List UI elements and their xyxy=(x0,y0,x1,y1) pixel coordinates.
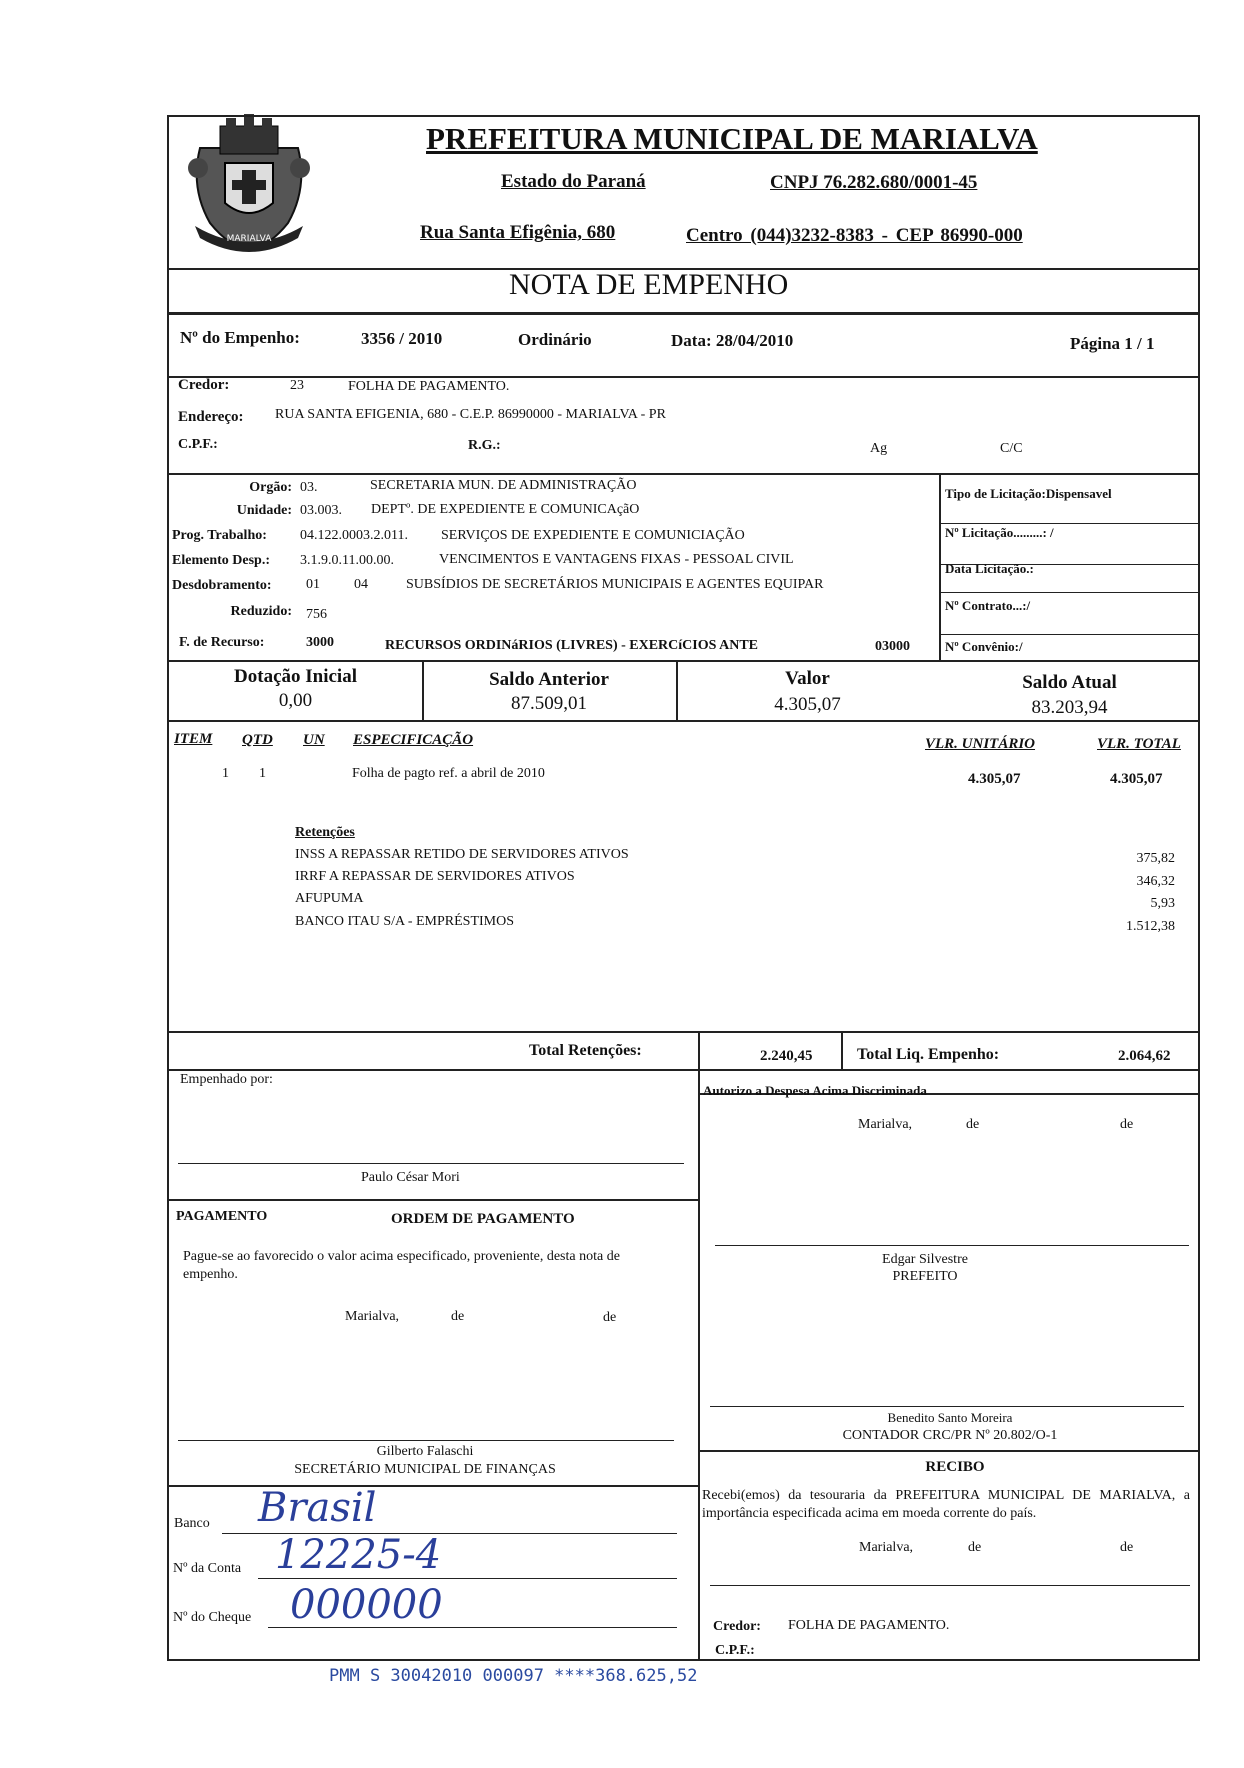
elemento-label: Elemento Desp.: xyxy=(172,553,270,568)
divider xyxy=(167,1485,698,1487)
licitacao-convenio: Nº Convênio:/ xyxy=(945,639,1023,654)
desdobramento-a: 01 xyxy=(306,577,320,592)
secretario-name: Gilberto Falaschi xyxy=(376,1444,474,1459)
credor-code: 23 xyxy=(290,378,304,393)
divider xyxy=(167,376,1200,378)
header-state: Estado do Paraná xyxy=(501,171,646,192)
signature-line xyxy=(715,1245,1189,1246)
item-qtd: 1 xyxy=(259,766,266,781)
retencao-value: 5,93 xyxy=(1150,896,1175,911)
saldo-anterior-value: 87.509,01 xyxy=(511,693,587,714)
recurso-name: RECURSOS ORDINáRIOS (LIVRES) - EXERCíCIOS ANTE xyxy=(385,638,759,653)
autorizo-place: Marialva, xyxy=(858,1117,913,1132)
saldo-atual-value: 83.203,94 xyxy=(1031,697,1108,718)
orgao-code: 03. xyxy=(300,480,318,495)
retencao-label: INSS A REPASSAR RETIDO DE SERVIDORES ATIVOS xyxy=(295,847,629,862)
valor-value: 4.305,07 xyxy=(774,694,841,715)
pagamento-label: PAGAMENTO xyxy=(176,1209,268,1224)
divider xyxy=(167,720,1200,722)
col-vlr-total: VLR. TOTAL xyxy=(1097,736,1181,752)
unidade-code: 03.003. xyxy=(300,503,342,518)
recibo-credor: FOLHA DE PAGAMENTO. xyxy=(788,1618,950,1633)
credor-name: FOLHA DE PAGAMENTO. xyxy=(348,379,510,394)
unidade-name: DEPTº. DE EXPEDIENTE E COMUNICAçãO xyxy=(371,502,640,517)
empenho-date: Data: 28/04/2010 xyxy=(671,331,794,350)
desdobramento-b: 04 xyxy=(354,577,368,592)
cc-label: C/C xyxy=(1000,441,1023,456)
cpf-label: C.P.F.: xyxy=(178,437,218,452)
divider xyxy=(167,473,1200,475)
autorizo-de: de xyxy=(966,1117,980,1132)
header-area-phone-cep: Centro (044)3232-8383 - CEP 86990-000 xyxy=(686,225,1023,246)
empenho-number: 3356 / 2010 xyxy=(361,329,443,348)
header-cnpj: CNPJ 76.282.680/0001-45 xyxy=(770,172,978,193)
header-title: PREFEITURA MUNICIPAL DE MARIALVA xyxy=(426,121,1038,156)
signature-line xyxy=(178,1440,674,1441)
licitacao-tipo: Tipo de Licitação:Dispensavel xyxy=(945,486,1112,501)
conta-label: Nº da Conta xyxy=(173,1561,242,1576)
divider xyxy=(939,592,1200,593)
desdobramento-label: Desdobramento: xyxy=(172,578,272,593)
pagamento-place: Marialva, xyxy=(345,1309,400,1324)
licitacao-contrato: Nº Contrato...:/ xyxy=(945,598,1031,613)
prefeito-name: Edgar Silvestre xyxy=(882,1252,968,1267)
signature-line xyxy=(710,1406,1184,1407)
col-item: ITEM xyxy=(174,731,213,747)
empenho-number-label: Nº do Empenho: xyxy=(180,328,300,347)
retencoes-title: Retenções xyxy=(295,825,355,840)
orgao-label: Orgão: xyxy=(249,480,292,495)
retencao-label: AFUPUMA xyxy=(295,891,364,906)
divider xyxy=(167,660,1200,662)
cheque-handwriting: 000000 xyxy=(290,1582,443,1628)
pagamento-de: de xyxy=(603,1310,617,1325)
recibo-de: de xyxy=(968,1540,982,1555)
autorizo-title: Autorizo a Despesa Acima Discriminada xyxy=(703,1083,927,1098)
prog-code: 04.122.0003.2.011. xyxy=(300,528,408,543)
signature-line xyxy=(178,1163,684,1164)
divider xyxy=(939,634,1200,635)
item-unit-value: 4.305,07 xyxy=(968,771,1021,787)
divider xyxy=(167,312,1200,315)
total-liquido-value: 2.064,62 xyxy=(1118,1048,1171,1064)
recibo-cpf-label: C.P.F.: xyxy=(715,1643,755,1658)
elemento-code: 3.1.9.0.11.00.00. xyxy=(300,553,394,568)
dotacao-label: Dotação Inicial xyxy=(234,666,357,687)
header-street: Rua Santa Efigênia, 680 xyxy=(420,222,616,243)
divider xyxy=(939,523,1200,524)
seal-banner-text: MARIALVA xyxy=(226,234,272,244)
orgao-name: SECRETARIA MUN. DE ADMINISTRAÇÃO xyxy=(370,478,637,493)
col-un: UN xyxy=(303,732,325,748)
recurso-number: 03000 xyxy=(875,639,910,654)
retencao-value: 1.512,38 xyxy=(1126,919,1175,934)
divider xyxy=(167,1031,1200,1033)
total-retencoes-label: Total Retenções: xyxy=(529,1042,642,1059)
credor-address: RUA SANTA EFIGENIA, 680 - C.E.P. 86990000 - MARIALVA - PR xyxy=(275,407,666,422)
doc-title: NOTA DE EMPENHO xyxy=(509,268,789,301)
divider xyxy=(939,473,941,660)
signature-line xyxy=(710,1585,1190,1586)
pagamento-text: Pague-se ao favorecido o valor acima especificado, proveniente, desta nota de empenho. xyxy=(183,1249,620,1282)
total-liquido-label: Total Liq. Empenho: xyxy=(857,1046,1000,1063)
item-spec: Folha de pagto ref. a abril de 2010 xyxy=(352,766,545,781)
item-total-value: 4.305,07 xyxy=(1110,771,1163,787)
unidade-label: Unidade: xyxy=(236,503,292,518)
recibo-text: Recebi(emos) da tesouraria da PREFEITURA MUNICIPAL DE MARIALVA, a importância especificada acima em moeda corrente do país. xyxy=(702,1488,1190,1521)
rg-label: R.G.: xyxy=(468,438,501,453)
recibo-de: de xyxy=(1120,1540,1134,1555)
divider xyxy=(698,1031,700,1661)
empenhado-name: Paulo César Mori xyxy=(361,1170,460,1185)
conta-line xyxy=(258,1578,677,1579)
cheque-label: Nº do Cheque xyxy=(173,1610,252,1625)
prog-name: SERVIÇOS DE EXPEDIENTE E COMUNICIAÇÃO xyxy=(441,528,745,543)
elemento-name: VENCIMENTOS E VANTAGENS FIXAS - PESSOAL CIVIL xyxy=(439,552,794,567)
valor-label: Valor xyxy=(785,668,830,689)
retencao-value: 346,32 xyxy=(1136,874,1175,889)
saldo-anterior-label: Saldo Anterior xyxy=(489,669,609,690)
divider xyxy=(167,1199,698,1201)
col-especificacao: ESPECIFICAÇÃO xyxy=(353,732,474,748)
credor-label: Credor: xyxy=(178,377,230,393)
recibo-credor-label: Credor: xyxy=(713,1619,761,1634)
banco-label: Banco xyxy=(174,1516,210,1531)
retencao-label: IRRF A REPASSAR DE SERVIDORES ATIVOS xyxy=(295,869,575,884)
licitacao-data: Data Licitação.: xyxy=(945,561,1034,576)
secretario-role: SECRETÁRIO MUNICIPAL DE FINANÇAS xyxy=(294,1462,556,1477)
recibo-title: RECIBO xyxy=(925,1459,985,1475)
recurso-label: F. de Recurso: xyxy=(179,635,265,650)
saldo-atual-label: Saldo Atual xyxy=(1022,672,1117,693)
retencao-label: BANCO ITAU S/A - EMPRÉSTIMOS xyxy=(295,914,515,929)
prog-label: Prog. Trabalho: xyxy=(172,528,267,543)
conta-handwriting: 12225-4 xyxy=(275,1532,442,1578)
total-retencoes-value: 2.240,45 xyxy=(760,1048,813,1064)
pagamento-de: de xyxy=(451,1309,465,1324)
reduzido: 756 xyxy=(306,607,327,622)
retencao-value: 375,82 xyxy=(1136,851,1175,866)
contador-role: CONTADOR CRC/PR Nº 20.802/O-1 xyxy=(842,1428,1058,1443)
banco-handwriting: Brasil xyxy=(258,1485,377,1531)
empenho-kind: Ordinário xyxy=(518,330,592,349)
recurso-code: 3000 xyxy=(306,635,334,650)
contador-name: Benedito Santo Moreira xyxy=(887,1410,1013,1425)
col-qtd: QTD xyxy=(242,732,273,748)
empenho-page: Página 1 / 1 xyxy=(1070,334,1155,353)
reduzido-label: Reduzido: xyxy=(230,604,292,619)
bank-stamp-line: PMM S 30042010 000097 ****368.625,52 xyxy=(329,1666,698,1686)
divider xyxy=(698,1450,1200,1452)
dotacao-value: 0,00 xyxy=(278,690,313,711)
ordem-pagamento-label: ORDEM DE PAGAMENTO xyxy=(391,1211,575,1227)
licitacao-numero: Nº Licitação.........: / xyxy=(945,525,1054,540)
divider xyxy=(841,1031,843,1069)
empenhado-label: Empenhado por: xyxy=(180,1072,273,1087)
prefeito-role: PREFEITO xyxy=(892,1269,958,1284)
item-number: 1 xyxy=(222,766,229,781)
col-vlr-unitario: VLR. UNITÁRIO xyxy=(925,736,1036,752)
desdobramento-name: SUBSÍDIOS DE SECRETÁRIOS MUNICIPAIS E AGENTES EQUIPAR xyxy=(406,577,824,592)
ag-label: Ag xyxy=(870,441,888,456)
autorizo-de: de xyxy=(1120,1117,1134,1132)
recibo-place: Marialva, xyxy=(859,1540,914,1555)
address-label: Endereço: xyxy=(178,409,244,425)
divider xyxy=(167,1069,1200,1071)
